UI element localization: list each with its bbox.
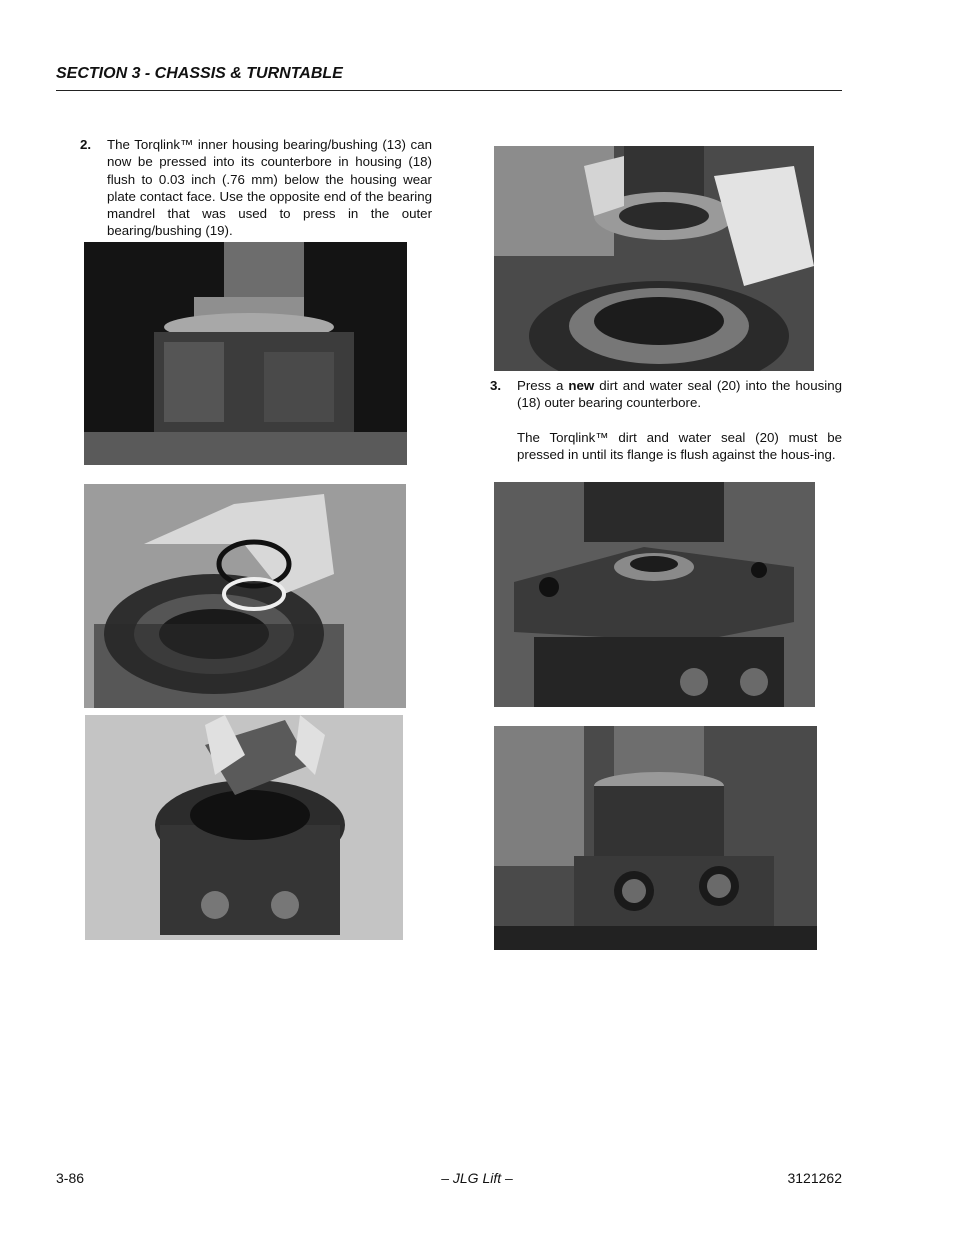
step-text-after: dirt and water seal (20) into the housing (18) outer bearing counterbore.	[517, 378, 842, 411]
step-2	[80, 136, 432, 242]
step-text-bold: new	[568, 378, 595, 393]
section-header	[56, 64, 842, 91]
section-title: SECTION 3 - CHASSIS & TURNTABLE	[56, 65, 343, 82]
step-text	[517, 377, 842, 463]
photo-seal-on-mandrel	[494, 146, 814, 371]
step-number: 3.	[490, 378, 502, 393]
step-text: The Torqlink™ inner housing bearing/bushing (13) can now be pressed into its counterbore in housing (18) flush to 0.03 inch (.76 mm) below the housing wear plate contact face. Use the opposite end of the bearing mandrel that was used to press in the outer bearing/bushing (19).	[107, 137, 432, 239]
footer-center: – JLG Lift –	[441, 1170, 513, 1186]
page-number: 3-86	[56, 1170, 85, 1186]
step-note: The Torqlink™ dirt and water seal (20) must be pressed in until its flange is flush against the hous-ing.	[517, 429, 842, 462]
photo-seal-press	[494, 482, 815, 707]
photo-insert-bearing	[84, 484, 406, 708]
step-text-before: Press a	[517, 378, 569, 393]
photo-seal-installed	[494, 726, 817, 950]
photo-place-bushing	[85, 715, 403, 940]
step-number: 2.	[80, 137, 92, 152]
photo-press-bearing	[84, 242, 407, 465]
step-3	[490, 377, 842, 483]
doc-number: 3121262	[787, 1170, 842, 1186]
